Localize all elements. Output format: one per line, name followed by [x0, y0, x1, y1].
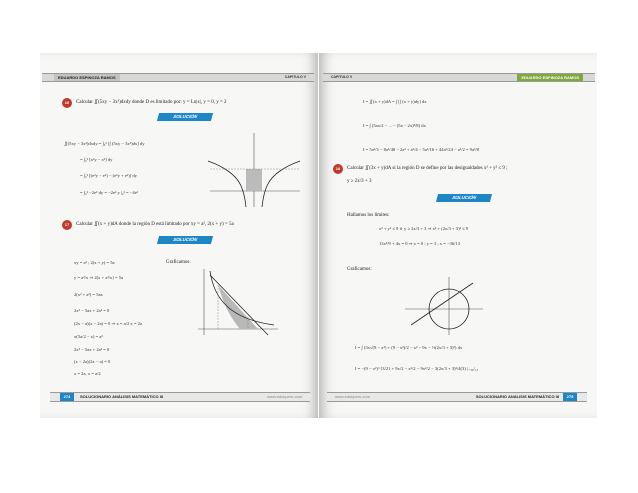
left-footer: [50, 392, 310, 402]
graph-label: Graficamos:: [347, 267, 372, 272]
math-line: = ∫₀² [x²y − x³] dy: [80, 157, 113, 162]
math-line: x² + y² ≤ 9 ∧ y ≥ 2x/3 + 3 ⇒ x² + (2x/3 + 3)² ≤ 9: [379, 226, 469, 231]
solution-banner: SOLUCIÓN: [436, 194, 492, 202]
math-line: ∬(5xy − 3x²)dxdy = ∫₀² [∫ (5xy − 3x²)dx] dy: [64, 141, 145, 146]
math-line: 2x² − 5ax + 2a² = 0: [74, 347, 110, 352]
problem-number-badge: 16: [62, 98, 72, 108]
math-line: = ∫₀² −2e³ dy = −2e³ y |₀² = −4e³: [80, 190, 139, 195]
math-line: (2x − a)(x − 2a) = 0 ⇒ x = a/2 x = 2a: [74, 321, 142, 326]
left-page: [40, 53, 318, 418]
footer-website: www.edukperu.com: [335, 394, 370, 399]
math-line: 13x²/9 + 4x = 0 ⇒ x = 0 ; y = 3 ; x = −36/13: [379, 241, 461, 246]
problem-statement: Calcular ∬(3x + y)dA si la región D se define por las desigualdades x² + y² ≤ 9 ;: [347, 166, 508, 171]
math-line: I = ∫ (3x√(9 − x²) + (9 − x²)/2 − x² − 9x − ½(2x/3 + 3)²) dx: [355, 345, 463, 350]
page-number: 274: [60, 393, 74, 401]
problem-statement: Calcular ∬(x + y)dA donde la región D está limitado por xy = a², 2(x + y) = 5a: [76, 222, 234, 227]
math-line: I = ∬(x + y)dA = ∫ [∫ (x + y)dy] dx: [363, 99, 427, 104]
math-line: x = 2a, x = a/2: [74, 371, 101, 376]
log-graph: [206, 131, 302, 209]
math-line: x(5a/2 − x) = a²: [74, 334, 103, 339]
page-number: 275: [563, 393, 577, 401]
math-line: y = a²/x ⇒ 2(x + a²/x) = 5a: [74, 275, 124, 280]
footer-website: www.edukperu.com: [267, 394, 302, 399]
limits-label: Hallamos los límites:: [347, 213, 390, 218]
math-line: 2(x² + a²) = 5ax: [74, 292, 103, 297]
math-line: (x − 2a)(2x − a) = 0: [74, 359, 111, 364]
math-line: I = 5a³/3 − 8a³/48 − 2a³ + a³/4 − 5a³/16 + 44a³/24 − a³/2 = 9a³/8: [363, 147, 479, 152]
right-header: [323, 73, 595, 82]
math-line: 2x² − 5ax + 2a² = 0: [74, 308, 110, 313]
author-tag: EDUARDO ESPINOZA RAMOS: [54, 74, 120, 81]
author-tag: EDUARDO ESPINOZA RAMOS: [517, 74, 583, 81]
problem-number-badge: 17: [62, 220, 72, 230]
problem-number-badge: 18: [333, 164, 343, 174]
chapter-label: CAPITULO V: [284, 75, 306, 79]
right-footer: [327, 392, 587, 402]
footer-title: SOLUCIONARIO ANÁLISIS MATEMÁTICO III: [80, 394, 164, 399]
right-page: [319, 53, 597, 418]
chapter-label: CAPITULO V: [331, 75, 353, 79]
footer-title: SOLUCIONARIO ANÁLISIS MATEMÁTICO III: [475, 394, 559, 399]
solution-banner: SOLUCIÓN: [157, 113, 213, 121]
problem-statement: Calcular ∬(5xy − 3x²)dxdy donde D es limitado por: y = Ln|x|, y = 0, y = 2: [76, 100, 227, 105]
open-book: [40, 53, 597, 418]
math-line: I = ∫ (5ax/2 − ... − (5a − 2x)²/8) dx: [363, 123, 426, 128]
graph-label: Graficamos:: [166, 260, 191, 265]
circle-graph: [403, 275, 485, 337]
math-line: I = −(9 − x²)^{3/2} + 9x/2 − x³/2 − 9x²/2 − 3(2x/3 + 3)³/4(3) |₋₃₆/₁₃: [355, 366, 479, 371]
math-line: = ∫₀² [(e²y − e³) − (e²y + e³)] dy: [80, 173, 137, 178]
problem-condition: y ≥ 2x/3 + 3: [347, 179, 372, 184]
solution-banner: SOLUCIÓN: [157, 236, 213, 244]
region-graph: [196, 265, 280, 337]
left-header: [42, 73, 314, 82]
math-line: xy = a² ; 2(x + y) = 5a: [74, 260, 115, 265]
